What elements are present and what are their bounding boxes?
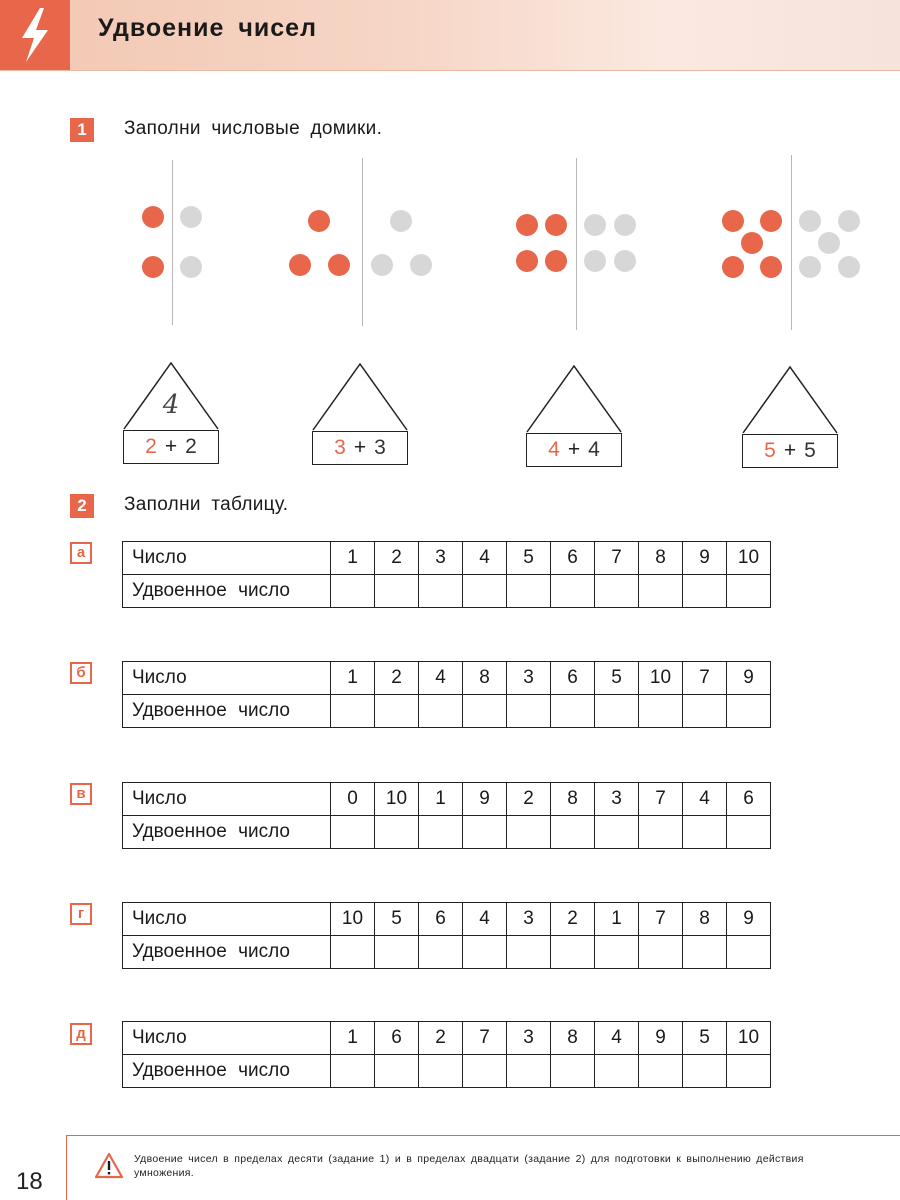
grey-dot (410, 254, 432, 276)
number-cell: 5 (507, 542, 551, 575)
number-cell: 2 (551, 903, 595, 936)
divider-line (791, 155, 792, 330)
table-row-doubled (123, 816, 771, 849)
answer-cell[interactable] (507, 695, 551, 728)
number-cell: 4 (419, 662, 463, 695)
number-house-4 (742, 366, 838, 468)
answer-cell[interactable] (375, 575, 419, 608)
answer-cell[interactable] (463, 695, 507, 728)
number-cell: 6 (551, 542, 595, 575)
grey-dot (799, 256, 821, 278)
number-cell: 5 (375, 903, 419, 936)
teacher-note: Удвоение чисел в пределах десяти (задание 1) и в пределах двадцати (задание 2) для подготовки к выполнению действия умножения. (134, 1153, 804, 1179)
answer-cell[interactable] (419, 575, 463, 608)
number-cell: 8 (639, 542, 683, 575)
red-dot (760, 210, 782, 232)
number-cell: 2 (419, 1022, 463, 1055)
answer-cell[interactable] (463, 936, 507, 969)
grey-dot (180, 256, 202, 278)
house-left-number: 2 (145, 435, 157, 458)
row-label: Удвоенное число (123, 936, 331, 969)
number-house-1 (123, 362, 219, 464)
subtask-letter: а (70, 542, 92, 564)
number-cell: 3 (419, 542, 463, 575)
answer-cell[interactable] (727, 695, 771, 728)
answer-cell[interactable] (639, 575, 683, 608)
red-dot (328, 254, 350, 276)
divider-line (576, 158, 577, 330)
table-row-number (123, 783, 771, 816)
number-cell: 4 (463, 542, 507, 575)
house-operator: + (783, 439, 797, 462)
number-cell: 5 (683, 1022, 727, 1055)
grey-dot (799, 210, 821, 232)
red-dot (545, 214, 567, 236)
number-cell: 6 (375, 1022, 419, 1055)
answer-cell[interactable] (727, 575, 771, 608)
answer-cell[interactable] (683, 936, 727, 969)
number-cell: 4 (683, 783, 727, 816)
number-cell: 10 (375, 783, 419, 816)
red-dot (722, 256, 744, 278)
red-dot (722, 210, 744, 232)
grey-dot (390, 210, 412, 232)
number-cell: 10 (639, 662, 683, 695)
answer-cell[interactable] (463, 1055, 507, 1088)
house-operator: + (353, 436, 367, 459)
number-cell: 3 (507, 662, 551, 695)
house-right-number: 3 (374, 436, 386, 459)
number-cell: 7 (683, 662, 727, 695)
subtask-letter: г (70, 903, 92, 925)
number-cell: 2 (375, 542, 419, 575)
answer-cell[interactable] (595, 1055, 639, 1088)
subtask-letter: д (70, 1023, 92, 1045)
doubling-table-g (122, 902, 771, 969)
answer-cell[interactable] (595, 936, 639, 969)
red-dot (545, 250, 567, 272)
answer-cell[interactable] (683, 575, 727, 608)
answer-cell[interactable] (639, 695, 683, 728)
grey-dot (614, 214, 636, 236)
section-badge (0, 0, 70, 70)
answer-cell[interactable] (683, 816, 727, 849)
number-cell: 7 (595, 542, 639, 575)
number-cell: 1 (331, 662, 375, 695)
answer-cell[interactable] (419, 1055, 463, 1088)
number-cell: 8 (551, 1022, 595, 1055)
answer-cell[interactable] (639, 936, 683, 969)
number-cell: 6 (551, 662, 595, 695)
red-dot (308, 210, 330, 232)
answer-cell[interactable] (683, 695, 727, 728)
number-cell: 2 (375, 662, 419, 695)
number-cell: 9 (639, 1022, 683, 1055)
house-left-number: 5 (764, 439, 776, 462)
divider-line (362, 158, 363, 326)
number-cell: 10 (331, 903, 375, 936)
answer-cell[interactable] (331, 936, 375, 969)
table-row-doubled (123, 1055, 771, 1088)
house-right-number: 2 (185, 435, 197, 458)
number-cell: 3 (507, 903, 551, 936)
number-cell: 1 (331, 542, 375, 575)
house-base (312, 431, 408, 465)
number-cell: 9 (683, 542, 727, 575)
house-base (742, 434, 838, 468)
grey-dot (180, 206, 202, 228)
number-cell: 4 (463, 903, 507, 936)
red-dot (760, 256, 782, 278)
row-label: Удвоенное число (123, 695, 331, 728)
grey-dot (614, 250, 636, 272)
number-cell: 9 (463, 783, 507, 816)
table-row-doubled (123, 695, 771, 728)
doubling-table-a (122, 541, 771, 608)
answer-cell[interactable] (551, 1055, 595, 1088)
answer-cell[interactable] (507, 575, 551, 608)
number-cell: 3 (507, 1022, 551, 1055)
answer-cell[interactable] (551, 936, 595, 969)
table-row-number (123, 662, 771, 695)
number-cell: 1 (331, 1022, 375, 1055)
answer-cell[interactable] (595, 816, 639, 849)
answer-cell[interactable] (375, 816, 419, 849)
row-label: Число (123, 662, 331, 695)
answer-cell[interactable] (551, 695, 595, 728)
answer-cell[interactable] (683, 1055, 727, 1088)
answer-cell[interactable] (331, 575, 375, 608)
house-base (526, 433, 622, 467)
row-label: Число (123, 783, 331, 816)
answer-cell[interactable] (331, 1055, 375, 1088)
red-dot (516, 214, 538, 236)
answer-cell[interactable] (595, 575, 639, 608)
number-house-3 (526, 365, 622, 467)
grey-dot (838, 210, 860, 232)
divider-line (172, 160, 173, 325)
answer-cell[interactable] (551, 816, 595, 849)
house-left-number: 4 (548, 438, 560, 461)
number-cell: 10 (727, 542, 771, 575)
number-cell: 7 (639, 783, 683, 816)
doubling-table-d (122, 1021, 771, 1088)
table-row-number (123, 1022, 771, 1055)
table-row-number (123, 903, 771, 936)
answer-cell[interactable] (375, 1055, 419, 1088)
answer-cell[interactable] (375, 695, 419, 728)
house-left-number: 3 (334, 436, 346, 459)
red-dot (516, 250, 538, 272)
house-operator: + (567, 438, 581, 461)
number-cell: 8 (551, 783, 595, 816)
footer-divider-vertical (66, 1135, 67, 1200)
answer-cell[interactable] (595, 695, 639, 728)
table-row-number (123, 542, 771, 575)
house-roof (526, 365, 622, 433)
grey-dot (584, 214, 606, 236)
grey-dot (584, 250, 606, 272)
house-right-number: 4 (588, 438, 600, 461)
answer-cell[interactable] (639, 816, 683, 849)
task-1-number: 1 (70, 118, 94, 142)
number-cell: 0 (331, 783, 375, 816)
red-dot (289, 254, 311, 276)
task-2-number: 2 (70, 494, 94, 518)
page-number: 18 (16, 1168, 43, 1195)
answer-cell[interactable] (727, 1055, 771, 1088)
answer-cell[interactable] (639, 1055, 683, 1088)
number-cell: 1 (419, 783, 463, 816)
house-roof-value[interactable]: 4 (162, 390, 180, 420)
number-cell: 8 (683, 903, 727, 936)
number-cell: 7 (639, 903, 683, 936)
grey-dot (818, 232, 840, 254)
row-label: Удвоенное число (123, 816, 331, 849)
row-label: Число (123, 1022, 331, 1055)
house-roof (742, 366, 838, 434)
number-cell: 8 (463, 662, 507, 695)
answer-cell[interactable] (331, 695, 375, 728)
answer-cell[interactable] (419, 695, 463, 728)
table-row-doubled (123, 575, 771, 608)
number-cell: 7 (463, 1022, 507, 1055)
number-cell: 3 (595, 783, 639, 816)
red-dot (142, 256, 164, 278)
grey-dot (838, 256, 860, 278)
number-cell: 6 (727, 783, 771, 816)
doubling-table-v (122, 782, 771, 849)
number-house-2 (312, 363, 408, 465)
number-cell: 4 (595, 1022, 639, 1055)
row-label: Число (123, 903, 331, 936)
number-cell: 9 (727, 662, 771, 695)
subtask-letter: в (70, 783, 92, 805)
number-cell: 2 (507, 783, 551, 816)
number-cell: 5 (595, 662, 639, 695)
footer-divider (66, 1135, 900, 1136)
number-cell: 1 (595, 903, 639, 936)
house-base (123, 430, 219, 464)
answer-cell[interactable] (551, 575, 595, 608)
task-2-text: Заполни таблицу. (124, 494, 289, 515)
house-right-number: 5 (804, 439, 816, 462)
number-cell: 6 (419, 903, 463, 936)
answer-cell[interactable] (507, 936, 551, 969)
lightning-icon (0, 0, 70, 70)
answer-cell[interactable] (727, 816, 771, 849)
subtask-letter: б (70, 662, 92, 684)
answer-cell[interactable] (463, 816, 507, 849)
page-title: Удвоение чисел (98, 14, 317, 42)
task-1-text: Заполни числовые домики. (124, 118, 383, 139)
answer-cell[interactable] (331, 816, 375, 849)
answer-cell[interactable] (507, 1055, 551, 1088)
row-label: Число (123, 542, 331, 575)
answer-cell[interactable] (375, 936, 419, 969)
warning-triangle-icon (94, 1152, 124, 1179)
answer-cell[interactable] (507, 816, 551, 849)
number-cell: 9 (727, 903, 771, 936)
answer-cell[interactable] (419, 936, 463, 969)
number-cell: 10 (727, 1022, 771, 1055)
row-label: Удвоенное число (123, 575, 331, 608)
row-label: Удвоенное число (123, 1055, 331, 1088)
house-roof (312, 363, 408, 431)
doubling-table-b (122, 661, 771, 728)
answer-cell[interactable] (727, 936, 771, 969)
house-operator: + (164, 435, 178, 458)
answer-cell[interactable] (419, 816, 463, 849)
grey-dot (371, 254, 393, 276)
red-dot (142, 206, 164, 228)
table-row-doubled (123, 936, 771, 969)
red-dot (741, 232, 763, 254)
answer-cell[interactable] (463, 575, 507, 608)
